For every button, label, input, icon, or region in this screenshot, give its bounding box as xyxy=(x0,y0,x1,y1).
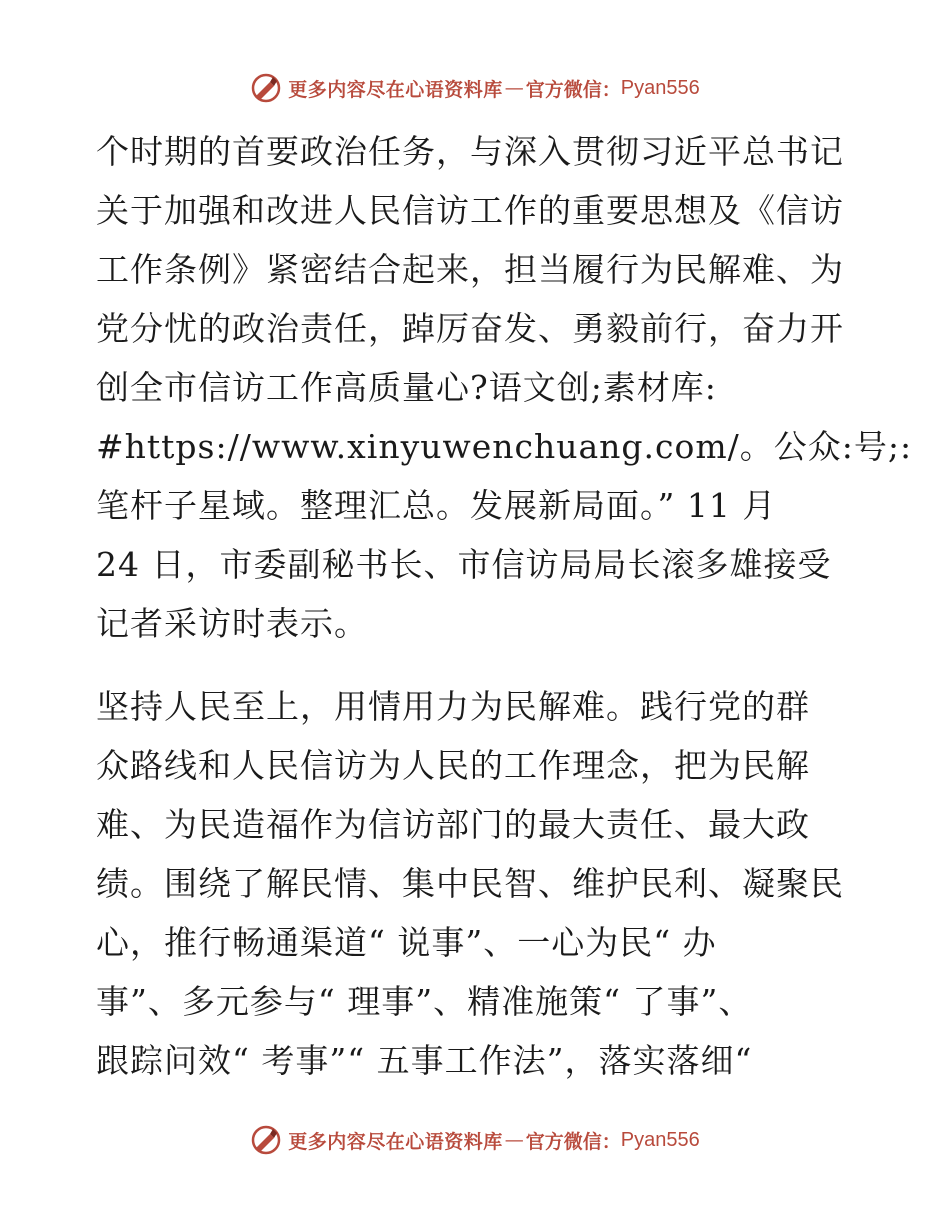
pen-circle-logo-icon xyxy=(250,1124,282,1156)
paragraph-line: 难、为民造福作为信访部门的最大责任、最大政 xyxy=(96,805,810,844)
banner-brand-text: 更多内容尽在心语资料库 xyxy=(288,78,503,101)
paragraph-line: 党分忧的政治责任，踔厉奋发、勇毅前行，奋力开 xyxy=(96,309,844,348)
banner-separator: — xyxy=(504,1129,524,1151)
banner-brand-text: 更多内容尽在心语资料库 xyxy=(288,1130,503,1153)
banner-wechat-label: 官方微信： xyxy=(525,1130,621,1153)
paragraph-line: 24 日，市委副秘书长、市信访局局长滚多雄接受 xyxy=(96,545,832,584)
banner-wechat-label: 官方微信： xyxy=(525,78,621,101)
banner-separator: — xyxy=(504,77,524,99)
paragraph-line: 笔杆子星域。整理汇总。发展新局面。” 11 月 xyxy=(96,486,777,525)
paragraph-line: 记者采访时表示。 xyxy=(96,604,368,643)
paragraph-line: 创全市信访工作高质量心?语文创;素材库: xyxy=(96,368,717,407)
paragraph-line: 众路线和人民信访为人民的工作理念，把为民解 xyxy=(96,746,810,785)
footer-banner xyxy=(0,1120,950,1160)
paragraph-line: 绩。围绕了解民情、集中民智、维护民利、凝聚民 xyxy=(96,864,844,903)
banner-wechat-id: Pyan556 xyxy=(620,1128,700,1151)
paragraph-line: 工作条例》紧密结合起来，担当履行为民解难、为 xyxy=(96,250,844,289)
paragraph-gap xyxy=(96,653,866,677)
paragraph-line: #https://www.xinyuwenchuang.com/。公众:号;: xyxy=(96,427,913,466)
paragraph-line: 坚持人民至上，用情用力为民解难。践行党的群 xyxy=(96,687,810,726)
pen-circle-logo-icon xyxy=(250,72,282,104)
paragraph-2 xyxy=(96,677,866,1090)
paragraph-line: 关于加强和改进人民信访工作的重要思想及《信访 xyxy=(96,191,844,230)
document-body xyxy=(96,122,913,1090)
paragraph-line: 事”、多元参与“ 理事”、精准施策“ 了事”、 xyxy=(96,982,753,1021)
header-banner xyxy=(0,68,950,108)
paragraph-line: 跟踪问效“ 考事”“ 五事工作法”，落实落细“ xyxy=(96,1041,753,1080)
banner-wechat-id: Pyan556 xyxy=(620,76,700,99)
paragraph-1 xyxy=(96,122,913,653)
paragraph-line: 个时期的首要政治任务，与深入贯彻习近平总书记 xyxy=(96,132,844,171)
paragraph-line: 心，推行畅通渠道“ 说事”、一心为民“ 办 xyxy=(96,923,717,962)
